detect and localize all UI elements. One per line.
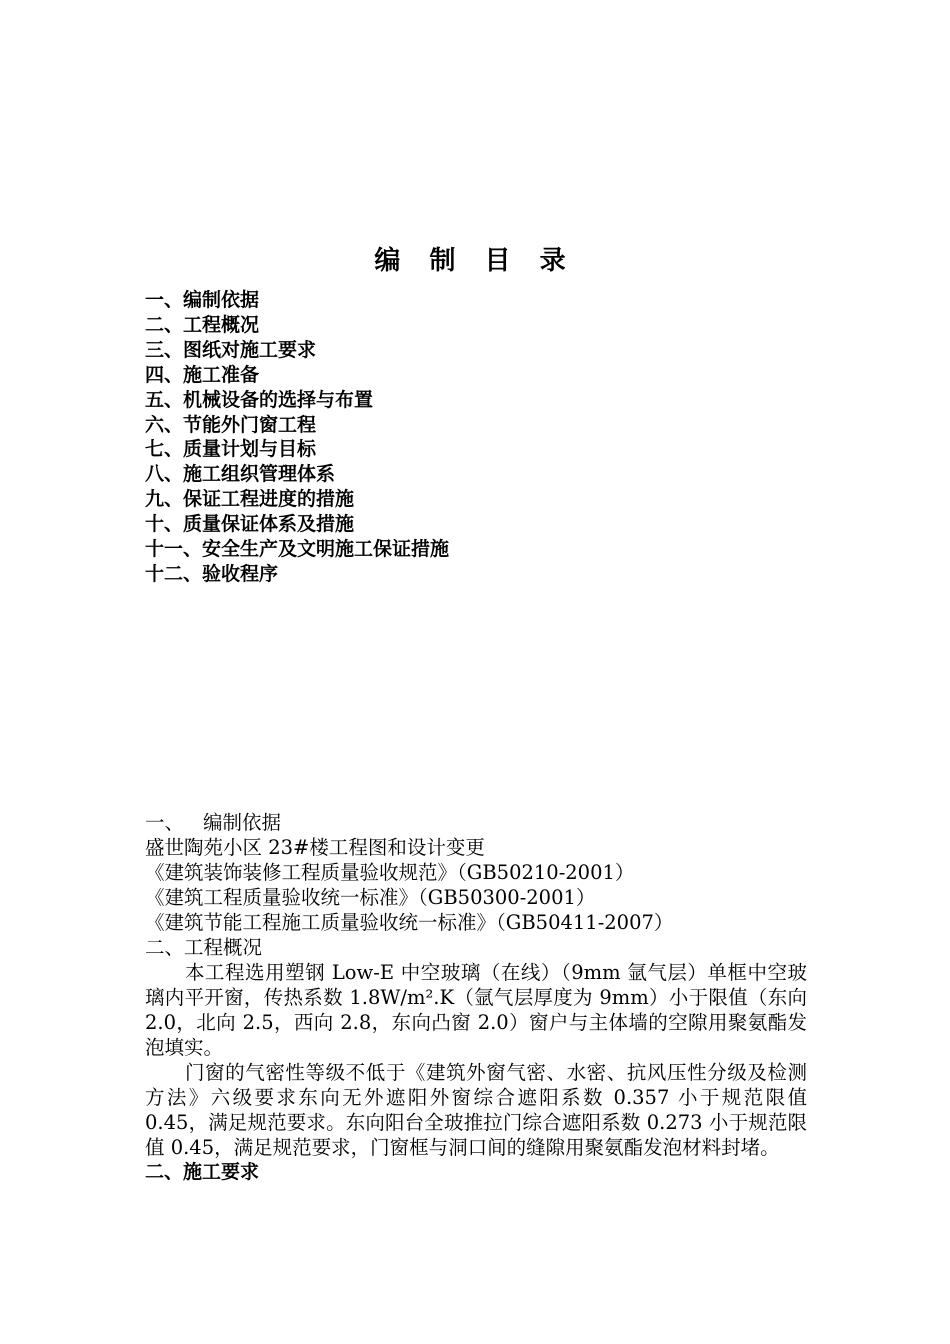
section-heading-basis	[145, 810, 807, 835]
toc-item: 五、机械设备的选择与布置	[145, 388, 374, 411]
toc-item: 十、质量保证体系及措施	[145, 513, 355, 536]
toc-item: 十一、安全生产及文明施工保证措施	[145, 538, 450, 561]
toc-item: 四、施工准备	[145, 363, 260, 386]
toc-item: 二、工程概况	[145, 313, 260, 336]
toc-item: 七、质量计划与目标	[145, 438, 317, 461]
reference-line: 盛世陶苑小区 23#楼工程图和设计变更	[145, 836, 485, 859]
section-title: 编制依据	[203, 811, 282, 834]
toc-list	[145, 288, 449, 587]
document-body	[145, 810, 807, 1185]
reference-line: 《建筑装饰装修工程质量验收规范》（GB50210-2001）	[145, 861, 635, 884]
paragraph-window-spec: 本工程选用塑钢 Low-E 中空玻璃（在线）（9mm 氩气层）单框中空玻璃内平开窗，传热系数 1.8W/m².K（氩气层厚度为 9mm）小于限值（东向 2.0，北向 2.5，西向 2.8，东向凸窗 2.0）窗户与主体墙的空隙用聚氨酯发泡填实。	[145, 961, 807, 1059]
section-number: 一、	[145, 811, 185, 834]
toc-title: 编 制 目 录	[374, 246, 576, 276]
section-heading-requirements: 二、施工要求	[145, 1161, 260, 1183]
toc-item: 八、施工组织管理体系	[145, 463, 336, 486]
section-heading-overview: 二、工程概况	[145, 936, 263, 959]
toc-item: 三、图纸对施工要求	[145, 338, 317, 361]
toc-item: 一、编制依据	[145, 289, 260, 311]
toc-item: 九、保证工程进度的措施	[145, 488, 355, 511]
toc-item: 六、节能外门窗工程	[145, 413, 317, 436]
reference-line: 《建筑节能工程施工质量验收统一标准》（GB50411-2007）	[145, 911, 674, 934]
paragraph-airtightness: 门窗的气密性等级不低于《建筑外窗气密、水密、抗风压性分级及检测方法》六级要求东向无外遮阳外窗综合遮阳系数 0.357 小于规范限值 0.45，满足规范要求。东向阳台全玻推拉门综合遮阳系数 0.273 小于规范限值 0.45，满足规范要求，门窗框与洞口间的缝隙用聚氨酯发泡材料封堵。	[145, 1061, 807, 1159]
reference-line: 《建筑工程质量验收统一标准》（GB50300-2001）	[145, 886, 596, 909]
toc-item: 十二、验收程序	[145, 562, 279, 585]
